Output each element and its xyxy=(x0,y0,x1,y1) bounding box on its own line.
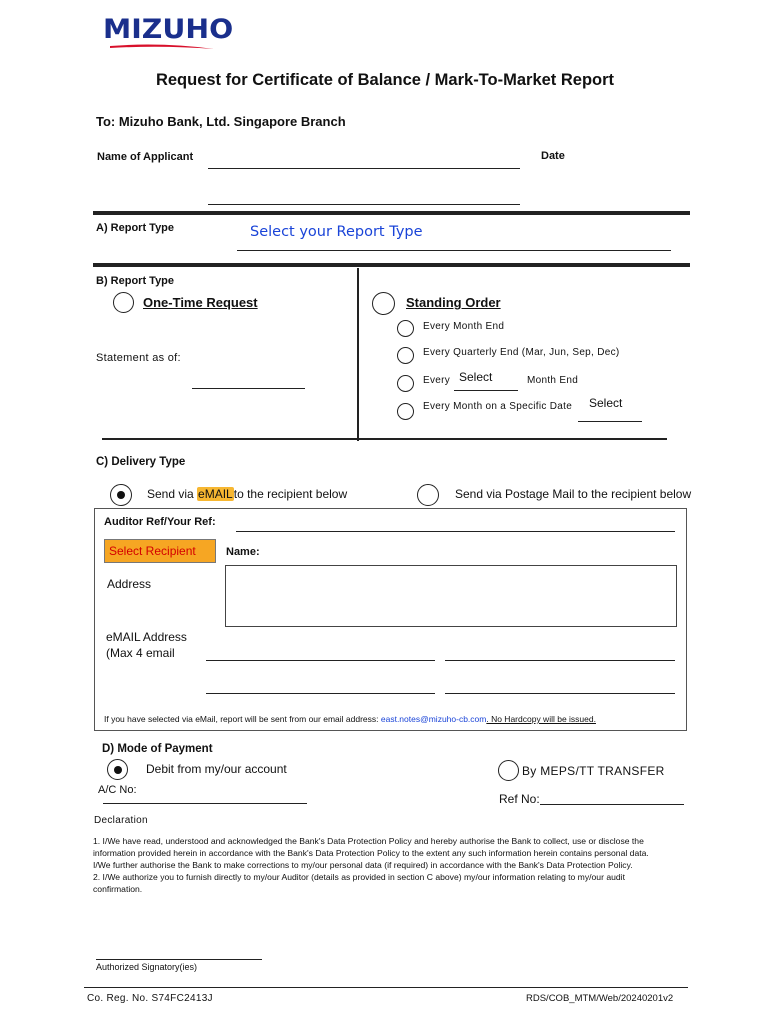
email-delivery-label: Send via eMAILto the recipient below xyxy=(147,487,348,501)
postage-mail-label: Send via Postage Mail to the recipient below xyxy=(455,487,692,501)
ref-no-label: Ref No: xyxy=(499,792,540,806)
every-n-month-end-radio[interactable] xyxy=(397,375,414,392)
document-code: RDS/COB_MTM/Web/20240201v2 xyxy=(526,993,674,1004)
specific-date-radio[interactable] xyxy=(397,403,414,420)
applicant-name-field-2[interactable] xyxy=(208,204,520,205)
every-quarterly-end-label: Every Quarterly End (Mar, Jun, Sep, Dec) xyxy=(423,347,620,358)
auditor-ref-field[interactable] xyxy=(236,531,675,532)
applicant-name-field[interactable] xyxy=(208,168,520,169)
month-interval-select[interactable]: Select xyxy=(459,370,493,384)
statement-date-field[interactable] xyxy=(192,388,305,389)
month-interval-underline xyxy=(454,390,518,391)
section-b-label: B) Report Type xyxy=(96,275,175,287)
email-field-4[interactable] xyxy=(445,693,675,694)
applicant-label: Name of Applicant xyxy=(97,151,194,163)
company-reg-no: Co. Reg. No. S74FC2413J xyxy=(87,993,213,1004)
one-time-radio[interactable] xyxy=(113,292,134,313)
email-delivery-radio[interactable] xyxy=(110,484,132,506)
email-word-highlight: eMAIL xyxy=(198,487,233,501)
address-label: Address xyxy=(107,577,152,591)
date-label: Date xyxy=(541,150,565,162)
email-address-label-1: eMAIL Address xyxy=(106,630,187,644)
report-type-select[interactable]: Select your Report Type xyxy=(250,224,423,240)
declaration-clause-2: 2. I/We authorize you to furnish directly to my/our Auditor (details as provided in section C above) my/our information relating to my/our audit confirmation. xyxy=(93,872,625,894)
recipient-bank: To: Mizuho Bank, Ltd. Singapore Branch xyxy=(96,114,346,129)
name-label: Name: xyxy=(226,546,260,558)
signature-label: Authorized Signatory(ies) xyxy=(96,962,198,972)
section-d-label: D) Mode of Payment xyxy=(102,743,213,755)
divider xyxy=(93,211,690,215)
bank-email-link[interactable]: east.notes@mizuho-cb.com xyxy=(380,714,487,724)
section-b-divider xyxy=(357,268,359,441)
report-type-underline xyxy=(237,250,671,251)
meps-transfer-label: By MEPS/TT TRANSFER xyxy=(522,764,665,778)
every-prefix-label: Every xyxy=(423,375,451,386)
signature-line[interactable] xyxy=(96,959,262,960)
statement-as-of-label: Statement as of: xyxy=(96,352,181,364)
standing-order-label: Standing Order xyxy=(406,295,501,310)
address-field[interactable] xyxy=(225,565,677,627)
logo-swoosh-icon xyxy=(110,43,214,51)
ac-no-label: A/C No: xyxy=(98,784,137,796)
ref-no-field[interactable] xyxy=(540,804,684,805)
email-field-1[interactable] xyxy=(206,660,435,661)
email-field-2[interactable] xyxy=(445,660,675,661)
debit-account-label: Debit from my/our account xyxy=(146,762,287,776)
divider xyxy=(93,263,690,267)
every-month-end-radio[interactable] xyxy=(397,320,414,337)
email-note: If you have selected via eMail, report will be sent from our email address: east.notes@mizuho-cb.com. No Hardcopy will be issued. xyxy=(104,714,596,724)
specific-date-select[interactable]: Select xyxy=(589,396,623,410)
one-time-label: One-Time Request xyxy=(143,295,258,310)
month-end-label: Month End xyxy=(527,375,579,386)
postage-mail-radio[interactable] xyxy=(417,484,439,506)
every-month-end-label: Every Month End xyxy=(423,321,505,332)
declaration-clause-1: 1. I/We have read, understood and acknowledged the Bank's Data Protection Policy and hereby authorise the Bank to collect, use or disclose the information provided herein in accordance with the Bank's Data Protection Policy to the extent any such information herein contains personal data. I/We further authorise the Bank to make corrections to my/our personal data (if required) in accordance with the Bank's Data Protection Policy. xyxy=(93,836,649,870)
declaration-heading: Declaration xyxy=(94,815,148,826)
specific-date-underline xyxy=(578,421,642,422)
section-c-label: C) Delivery Type xyxy=(96,456,186,468)
email-address-label-2: (Max 4 email xyxy=(106,646,175,660)
every-quarterly-end-radio[interactable] xyxy=(397,347,414,364)
page-title: Request for Certificate of Balance / Mark-To-Market Report xyxy=(155,71,615,89)
debit-account-radio[interactable] xyxy=(107,759,128,780)
email-field-3[interactable] xyxy=(206,693,435,694)
divider xyxy=(102,438,667,440)
meps-transfer-radio[interactable] xyxy=(498,760,519,781)
ac-no-field[interactable] xyxy=(103,803,307,804)
section-a-label: A) Report Type xyxy=(96,222,175,234)
footer-divider xyxy=(84,987,688,988)
declaration-text xyxy=(93,835,663,895)
specific-date-label: Every Month on a Specific Date xyxy=(423,401,573,412)
mizuho-logo: MIZUHO xyxy=(103,14,234,45)
select-recipient-button[interactable]: Select Recipient xyxy=(104,539,216,563)
auditor-ref-label: Auditor Ref/Your Ref: xyxy=(104,516,216,528)
standing-order-radio[interactable] xyxy=(372,292,395,315)
